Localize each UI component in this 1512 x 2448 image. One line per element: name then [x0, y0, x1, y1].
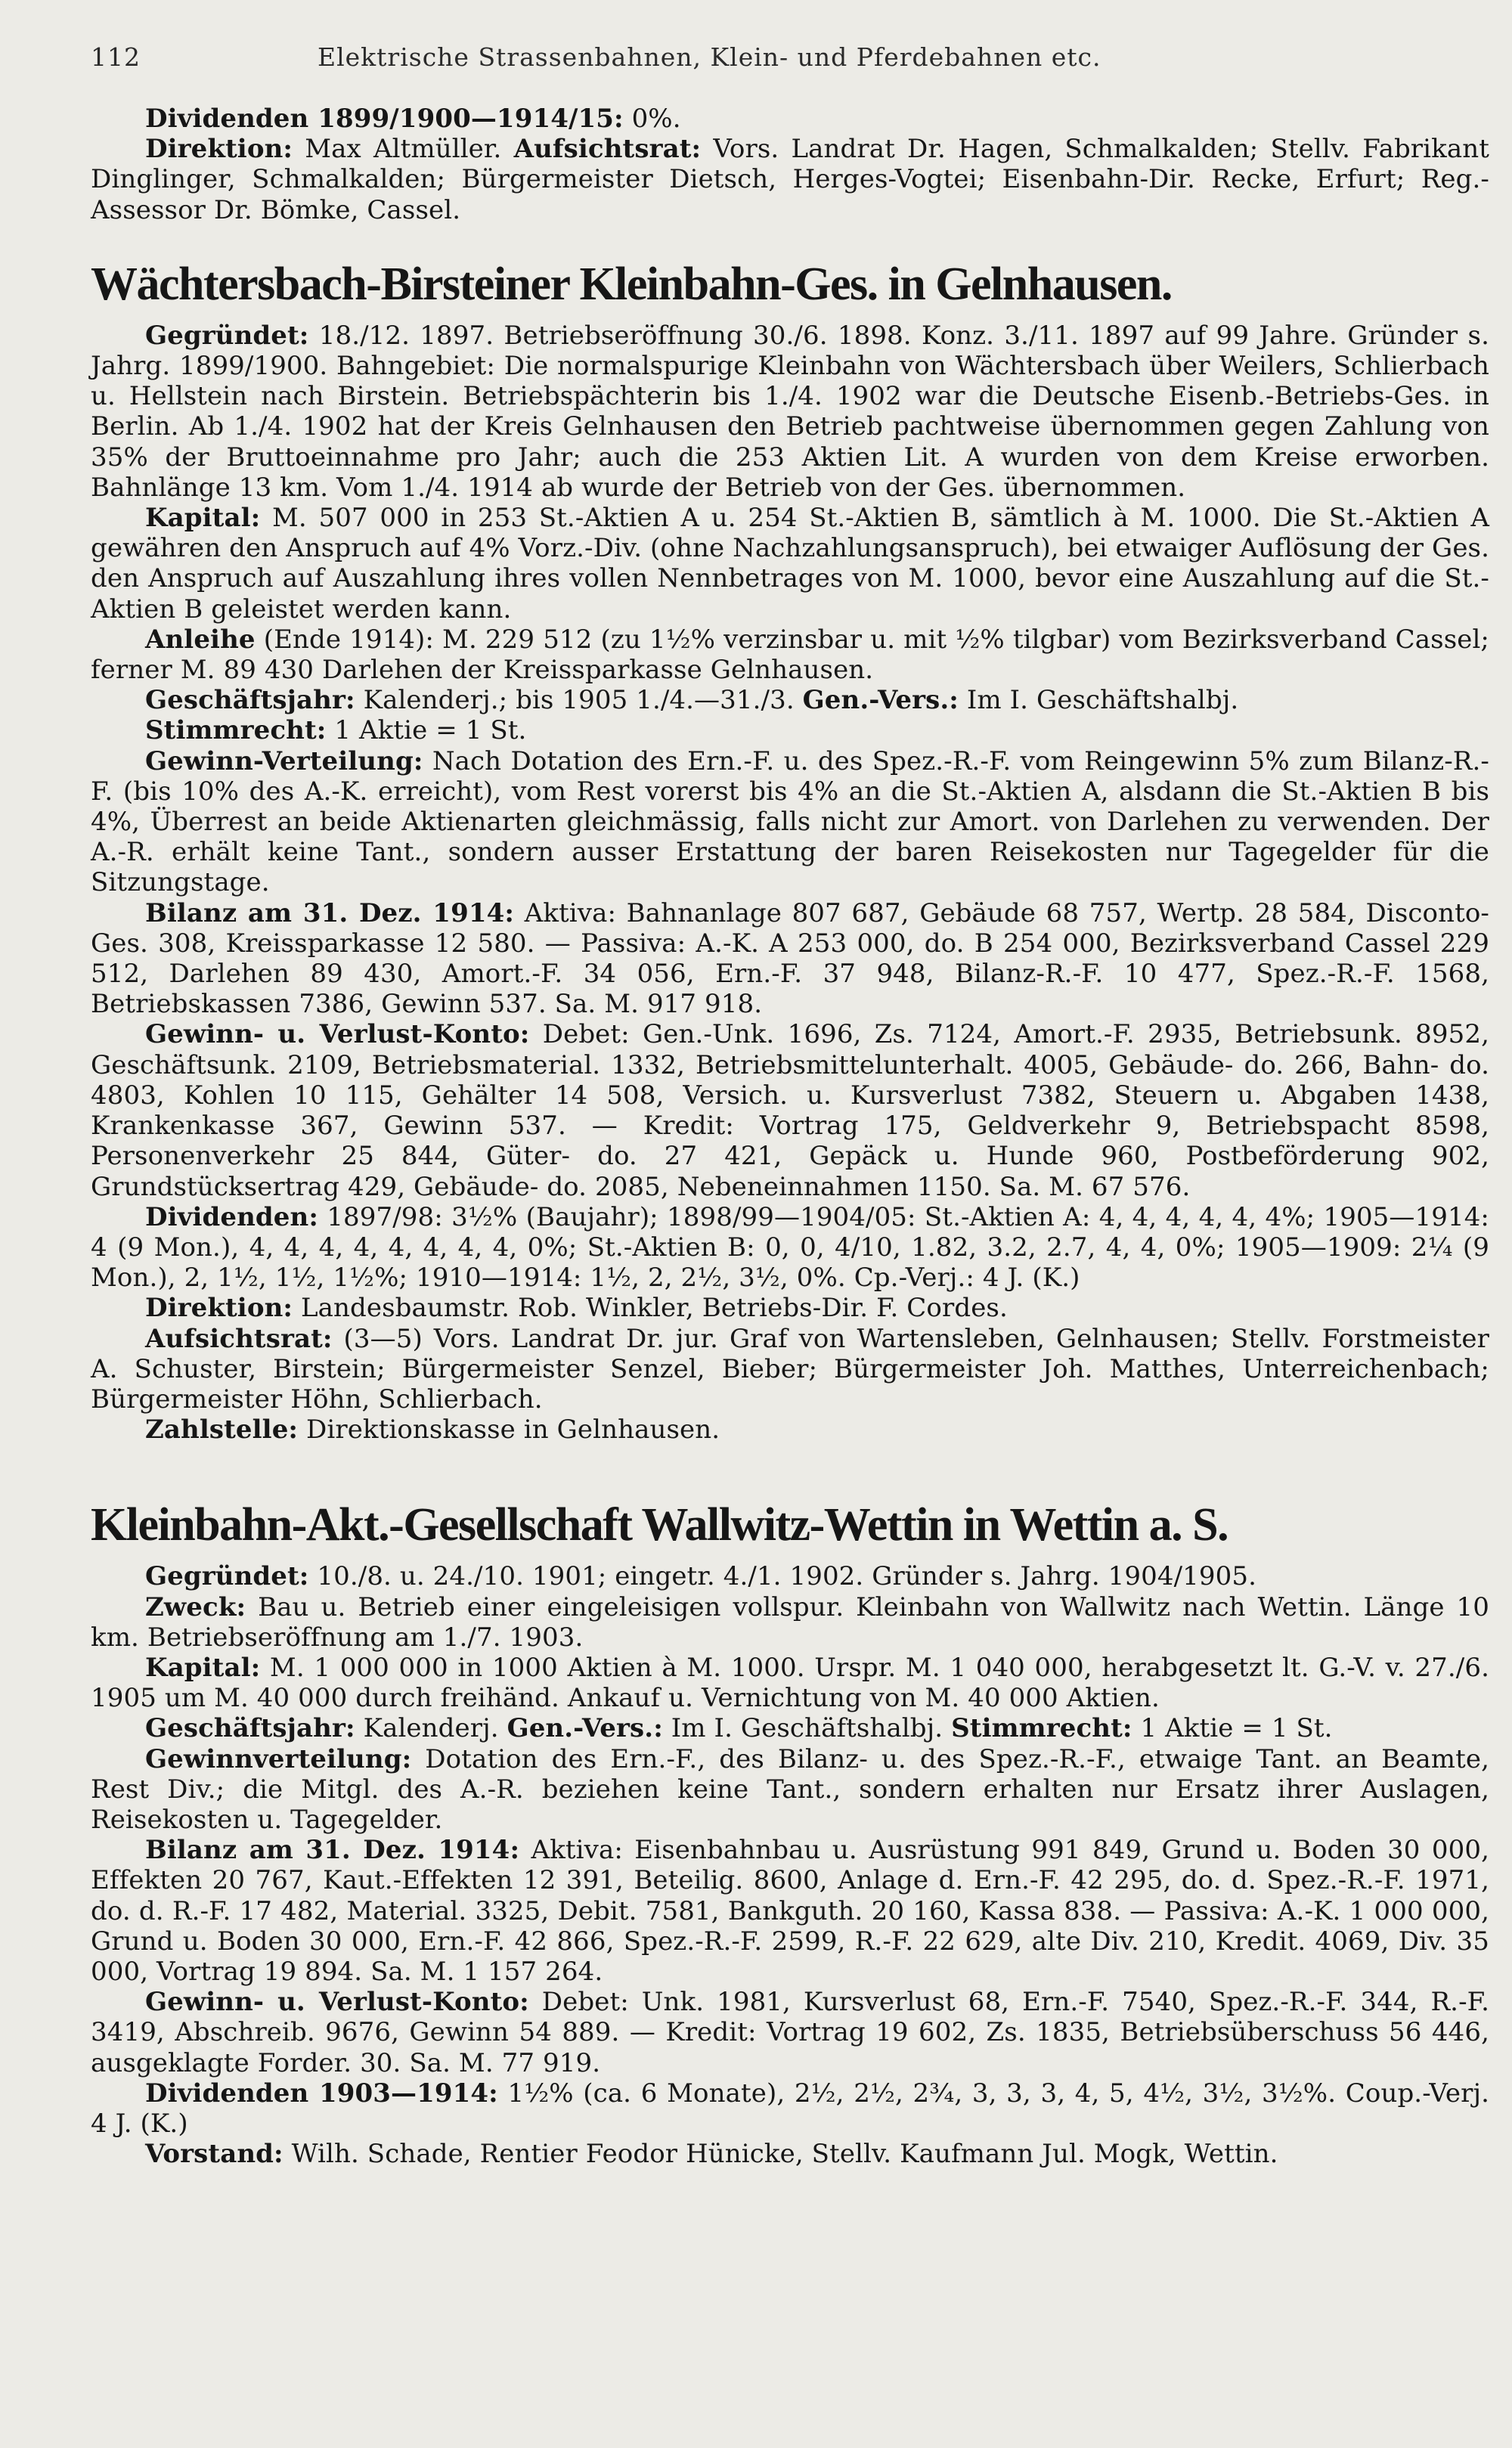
field-text: Kalenderj.; bis 1905 1./4.—31./3. [363, 685, 795, 716]
page-number: 112 [91, 42, 141, 72]
field-label: Kapital: [145, 503, 261, 534]
field-label: Stimmrecht: [145, 715, 327, 746]
paragraph [91, 1415, 1489, 1445]
field-text: Debet: Gen.-Unk. 1696, Zs. 7124, Amort.-F. 2935, Betriebsunk. 8952, Geschäftsunk. 2109, Betriebsmaterial. 1332, Betriebsmittelunterhalt. 4005, Gebäude- do. 266, Bahn- do. 4803, Kohlen 10 115, Gehälter 14 508, Versich. u. Kursverlust 7382, Steuern u. Abgaben 1438, Krankenkasse 367, Gewinn 537. — Kredit: Vortrag 175, Geldverkehr 9, Betriebspacht 8598, Personenverkehr 25 844, Güter- do. 27 421, Gepäck u. Hunde 960, Postbeförderung 902, Grundstücksertrag 429, Gebäude- do. 2085, Nebeneinnahmen 1150. Sa. M. 67 576. [91, 1019, 1489, 1202]
paragraph [91, 1713, 1489, 1743]
running-title: Elektrische Strassenbahnen, Klein- und Pferdebahnen etc. [318, 42, 1101, 72]
paragraph [91, 1293, 1489, 1323]
field-label: Direktion: [145, 134, 293, 165]
field-text: 1 Aktie = 1 St. [334, 715, 527, 746]
field-text: Aktiva: Bahnanlage 807 687, Gebäude 68 757, Wertp. 28 584, Disconto-Ges. 308, Kreissparkasse 12 580. — Passiva: A.-K. A 253 000, do. B 254 000, Bezirksverband Cassel 229 512, Darlehen 89 430, Amort.-F. 34 056, Ern.-F. 37 948, Bilanz-R.-F. 10 477, Spez.-R.-F. 1568, Betriebskassen 7386, Gewinn 537. Sa. M. 917 918. [91, 897, 1489, 1020]
field-text: M. 1 000 000 in 1000 Aktien à M. 1000. Urspr. M. 1 040 000, herabgesetzt lt. G.-V. v. 27./6. 1905 um M. 40 000 durch freihänd. Ankauf u. Vernichtung von M. 40 000 Aktien. [91, 1652, 1489, 1714]
field-label: Gen.-Vers.: [507, 1713, 663, 1744]
field-label: Stimmrecht: [951, 1713, 1132, 1744]
paragraph [91, 1592, 1489, 1653]
paragraph [91, 746, 1489, 898]
field-label: Aufsichtsrat: [513, 134, 702, 165]
field-text: 1897/98: 3½% (Baujahr); 1898/99—1904/05: St.-Aktien A: 4, 4, 4, 4, 4, 4%; 1905—1914: 4 (9 Mon.), 4, 4, 4, 4, 4, 4, 4, 4, 0%; St.-Aktien B: 0, 0, 4/10, 1.82, 3.2, 2.7, 4, 4, 0%; 1905—1909: 2¼ (9 Mon.), 2, 1½, 1½, 1½%; 1910—1914: 1½, 2, 2½, 3½, 0%. Cp.-Verj.: 4 J. (K.) [91, 1201, 1489, 1294]
field-label: Zahlstelle: [145, 1415, 299, 1446]
field-label: Bilanz am 31. Dez. 1914: [145, 897, 514, 928]
paragraph [91, 2078, 1489, 2139]
field-label: Kapital: [145, 1652, 261, 1683]
paragraph [91, 1561, 1489, 1591]
paragraph [91, 898, 1489, 1020]
field-label: Vorstand: [145, 2139, 284, 2170]
field-label: Bilanz am 31. Dez. 1914: [145, 1835, 520, 1866]
paragraph [91, 1835, 1489, 1987]
field-label: Gewinn- u. Verlust-Konto: [145, 1987, 529, 2018]
paragraph [91, 685, 1489, 715]
field-text: Direktionskasse in Gelnhausen. [306, 1415, 720, 1446]
paragraph [91, 2139, 1489, 2169]
paragraph [91, 321, 1489, 503]
field-label: Gewinn- u. Verlust-Konto: [145, 1019, 530, 1050]
field-text: Vors. Landrat Dr. Hagen, Schmalkalden; Stellv. Fabrikant Dinglinger, Schmalkalden; Bürgermeister Dietsch, Herges-Vogtei; Eisenbahn-Dir. Recke, Erfurt; Reg.-Assessor Dr. Bömke, Cassel. [91, 134, 1489, 225]
company-title: Kleinbahn-Akt.-Gesellschaft Wallwitz-Wettin in Wettin a. S. [91, 1499, 1228, 1551]
field-label: Gegründet: [145, 1561, 309, 1592]
field-text: Im I. Geschäftshalbj. [671, 1713, 943, 1744]
previous-entry-tail [91, 104, 1489, 225]
paragraph [91, 503, 1489, 624]
field-text: 1 Aktie = 1 St. [1140, 1713, 1333, 1744]
field-text: 10./8. u. 24./10. 1901; eingetr. 4./1. 1902. Gründer s. Jahrg. 1904/1905. [317, 1561, 1256, 1592]
field-text: Im I. Geschäftshalbj. [966, 685, 1239, 716]
paragraph [91, 1744, 1489, 1836]
field-text: Nach Dotation des Ern.-F. u. des Spez.-R.-F. vom Reingewinn 5% zum Bilanz-R.-F. (bis 10% des A.-K. erreicht), vom Rest vorerst bis 4% an die St.-Aktien A, alsdann die St.-Aktien B bis 4%, Überrest an beide Aktienarten gleichmässig, falls nicht zur Amort. von Darlehen zu verwenden. Der A.-R. erhält keine Tant., sondern ausser Erstattung der baren Reisekosten nur Tagegelder für die Sitzungstage. [91, 745, 1489, 898]
field-label: Anleihe [145, 624, 256, 655]
field-text: Debet: Unk. 1981, Kursverlust 68, Ern.-F. 7540, Spez.-R.-F. 344, R.-F. 3419, Abschreib. 9676, Gewinn 54 889. — Kredit: Vortrag 19 602, Zs. 1835, Betriebsüberschuss 56 446, ausgeklagte Forder. 30. Sa. M. 77 919. [91, 1987, 1489, 2078]
paragraph [91, 624, 1489, 685]
field-label: Gen.-Vers.: [802, 685, 959, 716]
field-text: Bau u. Betrieb einer eingeleisigen vollspur. Kleinbahn von Wallwitz nach Wettin. Länge 10 km. Betriebseröffnung am 1./7. 1903. [91, 1591, 1489, 1653]
field-label: Zweck: [145, 1591, 246, 1622]
field-label: Gegründet: [145, 320, 309, 351]
field-label: Gewinnverteilung: [145, 1743, 412, 1774]
paragraph [91, 134, 1489, 225]
company-entry-wallwitz-wettin [91, 1498, 1489, 2169]
field-text: Dotation des Ern.-F., des Bilanz- u. des Spez.-R.-F., etwaige Tant. an Beamte, Rest Div.; die Mitgl. des A.-R. beziehen keine Tant., sondern erhalten nur Ersatz ihrer Auslagen, Reisekosten u. Tagegelder. [91, 1743, 1489, 1835]
paragraph [91, 1019, 1489, 1201]
paragraph [91, 1987, 1489, 2078]
field-text: Wilh. Schade, Rentier Feodor Hünicke, Stellv. Kaufmann Jul. Mogk, Wettin. [291, 2139, 1278, 2170]
field-label: Dividenden 1899/1900—1914/15: [145, 104, 624, 134]
field-text: 0%. [631, 104, 681, 134]
paragraph [91, 1202, 1489, 1294]
field-label: Dividenden 1903—1914: [145, 2078, 498, 2109]
field-text: Aktiva: Eisenbahnbau u. Ausrüstung 991 849, Grund u. Boden 30 000, Effekten 20 767, Kaut.-Effekten 12 391, Beteilig. 8600, Anlage d. Ern.-F. 42 295, do. d. Spez.-R.-F. 1971, do. d. R.-F. 17 482, Material. 3325, Debit. 7581, Bankguth. 20 160, Kassa 838. — Passiva: A.-K. 1 000 000, Grund u. Boden 30 000, Ern.-F. 42 866, Spez.-R.-F. 2599, R.-F. 22 629, alte Div. 210, Kredit. 4069, Div. 35 000, Vortrag 19 894. Sa. M. 1 157 264. [91, 1835, 1489, 1987]
field-text: M. 507 000 in 253 St.-Aktien A u. 254 St.-Aktien B, sämtlich à M. 1000. Die St.-Aktien A gewähren den Anspruch auf 4% Vorz.-Div. (ohne Nachzahlungsanspruch), bei etwaiger Auflösung der Ges. den Anspruch auf Auszahlung ihres vollen Nennbetrages von M. 1000, bevor eine Auszahlung auf die St.-Aktien B geleistet werden kann. [91, 503, 1489, 624]
company-entry-waechtersbach [91, 257, 1489, 1446]
paragraph [91, 1324, 1489, 1415]
field-label: Aufsichtsrat: [145, 1323, 333, 1354]
paragraph [91, 1653, 1489, 1713]
field-text: 1½% (ca. 6 Monate), 2½, 2½, 2¾, 3, 3, 3, 4, 5, 4½, 3½, 3½%. Coup.-Verj. 4 J. (K.) [91, 2078, 1489, 2139]
paragraph [91, 715, 1489, 745]
running-head [91, 42, 1489, 72]
field-text: Kalenderj. [363, 1713, 499, 1744]
paragraph [91, 104, 1489, 134]
field-text: 18./12. 1897. Betriebseröffnung 30./6. 1898. Konz. 3./11. 1897 auf 99 Jahre. Gründer s. Jahrg. 1899/1900. Bahngebiet: Die normalspurige Kleinbahn von Wächtersbach über Weilers, Schlierbach u. Hellstein nach Birstein. Betriebspächterin bis 1./4. 1902 war die Deutsche Eisenb.-Betriebs-Ges. in Berlin. Ab 1./4. 1902 hat der Kreis Gelnhausen den Betrieb pachtweise übernommen gegen Zahlung von 35% der Bruttoeinnahme pro Jahr; auch die 253 Aktien Lit. A wurden von dem Kreise erworben. Bahnlänge 13 km. Vom 1./4. 1914 ab wurde der Betrieb von der Ges. übernommen. [91, 320, 1489, 503]
field-label: Geschäftsjahr: [145, 685, 355, 716]
field-text: (3—5) Vors. Landrat Dr. jur. Graf von Wartensleben, Gelnhausen; Stellv. Forstmeister A. Schuster, Birstein; Bürgermeister Senzel, Bieber; Bürgermeister Joh. Matthes, Unterreichenbach; Bürgermeister Höhn, Schlierbach. [91, 1323, 1489, 1415]
field-text: Landesbaumstr. Rob. Winkler, Betriebs-Dir. F. Cordes. [301, 1293, 1008, 1324]
company-title: Wächtersbach-Birsteiner Kleinbahn-Ges. in Gelnhausen. [91, 258, 1172, 310]
field-text: (Ende 1914): M. 229 512 (zu 1½% verzinsbar u. mit ½% tilgbar) vom Bezirksverband Cassel; ferner M. 89 430 Darlehen der Kreissparkasse Gelnhausen. [91, 624, 1489, 686]
field-label: Gewinn-Verteilung: [145, 745, 423, 776]
field-label: Geschäftsjahr: [145, 1713, 355, 1744]
field-text: Max Altmüller. [305, 134, 502, 165]
field-label: Dividenden: [145, 1201, 318, 1232]
field-label: Direktion: [145, 1293, 293, 1324]
